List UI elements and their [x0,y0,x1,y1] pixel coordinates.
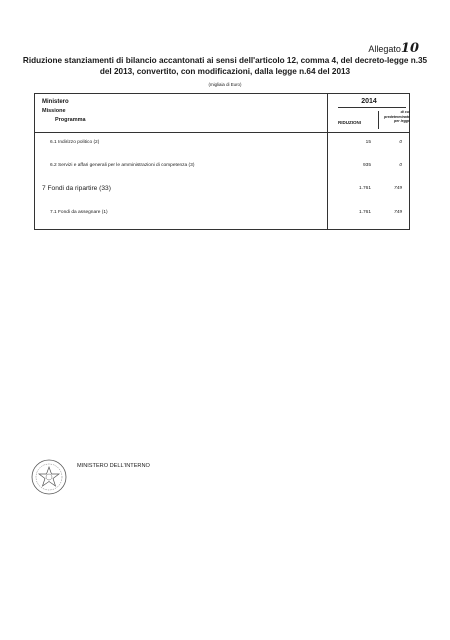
row-riduzioni: 1.761 [358,186,371,191]
row-label: 6.2 Servizi e affari generali per le amministrazioni di competenza (3) [50,163,195,168]
row-predeterminate: 0 [399,163,402,168]
header-riduzioni: RIDUZIONI [338,120,361,125]
row-riduzioni: 935 [362,163,371,168]
allegato-text: Allegato [368,44,401,54]
document-title: Riduzione stanziamenti di bilancio accantonati ai sensi dell'articolo 12, comma 4, del decreto-legge n.35 del 2013, convertito, con modificazioni, dalla legge n.64 del 2013 [22,56,428,76]
table-row [35,210,411,219]
header-subcolumn-divider [378,111,379,129]
header-divider [35,132,409,133]
row-predeterminate: 749 [393,210,402,215]
allegato-number: 10 [400,41,419,56]
header-predeterminate: di cui predeterminate per legge [384,110,410,124]
unit-note: (migliaia di Euro) [208,82,242,87]
row-label: 6.1 Indirizzo politico (2) [50,140,100,145]
header-ministero: Ministero [42,99,69,105]
table-row [35,185,411,194]
allegato-label [368,41,419,56]
row-riduzioni: 1.761 [358,210,371,215]
table-row [35,140,411,149]
row-label: 7.1 Fondi da assegnare (1) [50,210,108,215]
row-label: 7 Fondi da ripartire (33) [42,185,111,192]
header-programma: Programma [55,117,86,123]
year-underline [338,107,406,108]
row-riduzioni: 15 [365,140,371,145]
row-predeterminate: 0 [399,140,402,145]
ministry-label: MINISTERO DELL'INTERNO [77,463,150,469]
table-row [35,163,411,172]
header-missione: Missione [42,108,66,114]
reductions-table [34,93,410,230]
column-divider [327,94,328,229]
header-year: 2014 [361,98,377,105]
italian-republic-seal-icon [30,458,68,496]
row-predeterminate: 749 [393,186,402,191]
